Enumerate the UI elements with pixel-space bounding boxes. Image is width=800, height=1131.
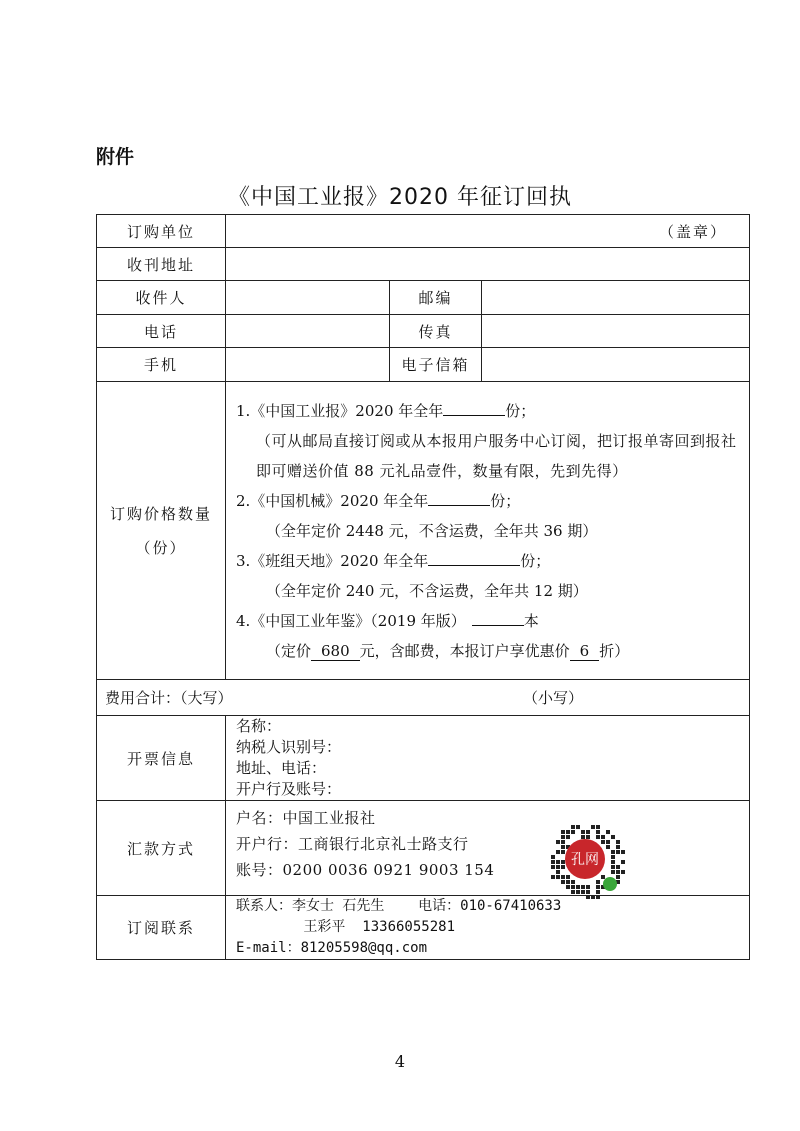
invoice-bank-account: 开户行及账号： bbox=[236, 780, 342, 798]
item-2-text: 2.《中国机械》2020 年全年 bbox=[236, 491, 429, 510]
subscription-form bbox=[96, 214, 750, 960]
item-1-qty-blank[interactable] bbox=[443, 399, 505, 416]
invoice-address-phone: 地址、电话： bbox=[236, 759, 327, 777]
email-field[interactable] bbox=[482, 348, 750, 382]
item-2-qty-blank[interactable] bbox=[428, 489, 490, 506]
qr-logo-text: 孔网 bbox=[571, 852, 599, 868]
total-label: 费用合计：（大写） bbox=[105, 689, 233, 707]
email-label: 电子信箱 bbox=[390, 348, 482, 382]
row-address bbox=[97, 248, 750, 281]
remit-account-number: 账号：0200 0036 0921 9003 154 bbox=[236, 861, 495, 879]
item-4 bbox=[236, 606, 743, 636]
row-total bbox=[97, 680, 750, 716]
item-1-unit: 份； bbox=[505, 401, 536, 420]
item-2-unit: 份； bbox=[490, 491, 521, 510]
item-2-note: （全年定价 2448 元，不含运费，全年共 36 期） bbox=[266, 521, 598, 540]
postcode-field[interactable] bbox=[482, 281, 750, 315]
page-number: 4 bbox=[394, 1052, 406, 1071]
recipient-field[interactable] bbox=[226, 281, 390, 315]
seal-note: （盖章） bbox=[659, 222, 728, 241]
row-remit bbox=[97, 801, 750, 896]
price-qty-label-cell bbox=[97, 382, 226, 680]
invoice-label: 开票信息 bbox=[97, 716, 226, 801]
price-qty-unit: （份） bbox=[135, 538, 187, 557]
qr-code-icon[interactable] bbox=[544, 818, 626, 900]
item-3-note: （全年定价 240 元，不含运费，全年共 12 期） bbox=[266, 581, 588, 600]
row-price-qty bbox=[97, 382, 750, 680]
contact-line-3: E-mail：81205598@qq.com bbox=[236, 940, 428, 956]
item-2 bbox=[236, 486, 743, 516]
unit-field[interactable] bbox=[226, 215, 750, 248]
item-4-note-c: 折） bbox=[599, 641, 630, 660]
item-1-note: （可从邮局直接订阅或从本报用户服务中心订阅，把订报单寄回到报社即可赠送价值 88 元礼品壹件，数量有限，先到先得） bbox=[256, 431, 737, 480]
item-3 bbox=[236, 546, 743, 576]
item-1-text: 1.《中国工业报》2020 年全年 bbox=[236, 401, 444, 420]
item-4-discount: 6 bbox=[570, 642, 600, 661]
mobile-label: 手机 bbox=[97, 348, 226, 382]
item-3-text: 3.《班组天地》2020 年全年 bbox=[236, 551, 429, 570]
total-small-label: （小写） bbox=[523, 689, 584, 707]
contact-line-1: 联系人：李女士 石先生 电话：010-67410633 bbox=[236, 898, 562, 914]
price-qty-label: 订购价格数量 bbox=[109, 504, 212, 523]
invoice-name: 名称： bbox=[236, 717, 282, 735]
fax-label: 传真 bbox=[390, 315, 482, 348]
contact-line-2: 王彩平 13366055281 bbox=[236, 919, 456, 935]
contact-label: 订阅联系 bbox=[97, 896, 226, 960]
address-field[interactable] bbox=[226, 248, 750, 281]
annex-label: 附件 bbox=[96, 146, 135, 168]
row-recipient bbox=[97, 281, 750, 315]
item-4-text: 4.《中国工业年鉴》（2019 年版） bbox=[236, 611, 466, 630]
page-title: 《中国工业报》2020 年征订回执 bbox=[228, 185, 572, 210]
fax-field[interactable] bbox=[482, 315, 750, 348]
item-1 bbox=[236, 396, 743, 426]
item-4-price: 680 bbox=[311, 642, 360, 661]
item-4-note-a: （定价 bbox=[266, 641, 312, 660]
row-phone bbox=[97, 315, 750, 348]
phone-label: 电话 bbox=[97, 315, 226, 348]
remit-label: 汇款方式 bbox=[97, 801, 226, 896]
remit-bank: 开户行：工商银行北京礼士路支行 bbox=[236, 835, 469, 853]
item-3-unit: 份； bbox=[520, 551, 551, 570]
remit-info bbox=[226, 801, 750, 896]
recipient-label: 收件人 bbox=[97, 281, 226, 315]
postcode-label: 邮编 bbox=[390, 281, 482, 315]
contact-info bbox=[226, 896, 750, 960]
item-4-note bbox=[236, 636, 743, 666]
unit-label: 订购单位 bbox=[97, 215, 226, 248]
phone-field[interactable] bbox=[226, 315, 390, 348]
item-4-note-b: 元，含邮费，本报订户享优惠价 bbox=[359, 641, 570, 660]
total-field[interactable] bbox=[97, 680, 750, 716]
row-invoice bbox=[97, 716, 750, 801]
row-unit bbox=[97, 215, 750, 248]
remit-account-name: 户名：中国工业报社 bbox=[236, 809, 376, 827]
item-4-unit: 本 bbox=[523, 611, 539, 630]
item-3-qty-blank[interactable] bbox=[428, 549, 520, 566]
address-label: 收刊地址 bbox=[97, 248, 226, 281]
invoice-field[interactable] bbox=[226, 716, 750, 801]
price-qty-items bbox=[226, 382, 750, 680]
item-4-qty-blank[interactable] bbox=[472, 609, 524, 626]
mobile-field[interactable] bbox=[226, 348, 390, 382]
invoice-taxid: 纳税人识别号： bbox=[236, 738, 342, 756]
row-contact bbox=[97, 896, 750, 960]
row-mobile bbox=[97, 348, 750, 382]
